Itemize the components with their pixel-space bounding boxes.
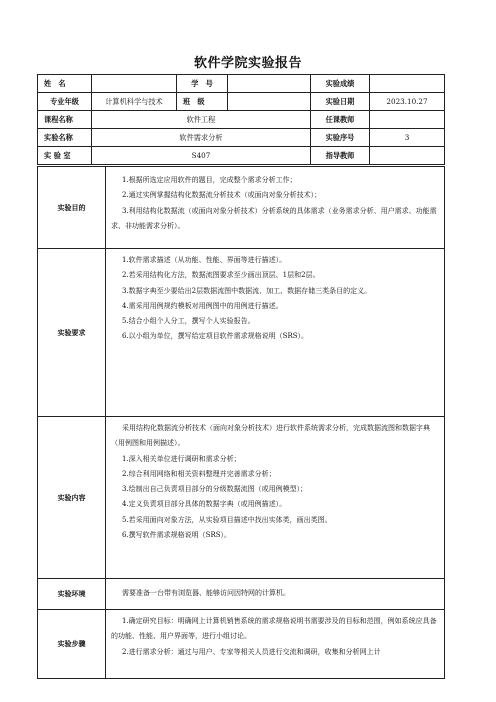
header-info-table [37,74,445,165]
content-row [38,417,445,579]
steps-row [38,610,445,679]
teacher-value[interactable] [370,111,445,129]
student-number-value[interactable] [228,75,311,93]
content-item: 2.综合利用网络和相关资料整理并完善需求分析； [122,469,276,478]
environment-row [38,579,445,610]
header-row-room [38,147,445,165]
content-item: 6.撰写软件需求规格说明（SRS）。 [122,531,232,540]
header-row-course [38,111,445,129]
content-item: 3.绘制出自己负责项目部分的分级数据流图（或用例模型）； [122,485,308,494]
requirements-label: 实验要求 [38,249,106,417]
date-value: 2023.10.27 [370,93,445,111]
guide-teacher-label: 指导教师 [311,147,370,165]
environment-label: 实验环境 [38,579,106,610]
requirements-item: 4.需采用用例规约模板对用例图中的用例进行描述。 [122,301,283,310]
page-title: 软件学院实验报告 [193,56,302,71]
purpose-item: 3.利用结构化数据流（或面向对象分析技术）分析系统的具体需求（业务需求分析、用户需求、功能需求、非功能需求分析）。 [111,206,437,230]
steps-item: 2.进行需求分析：通过与用户、专家等相关人员进行交流和调研，收集和分析网上计 [122,647,381,656]
requirements-item: 2.若采用结构化方法，数据流图要求至少画出顶层、1层和2层。 [122,271,320,280]
steps-item: 1.确定研究目标：明确网上计算机销售系统的需求规格说明书需要涉及的目标和范围，例如系统应具备的功能、性能、用户界面等，进行小组讨论。 [111,617,437,641]
guide-teacher-value[interactable] [370,147,445,165]
content-item: 1.深入相关单位进行调研和需求分析； [122,454,241,463]
class-value[interactable] [228,93,311,111]
header-row-name [38,75,445,93]
requirements-row [38,249,445,417]
lab-room-label: 实 验 室 [38,147,92,165]
score-value[interactable] [370,75,445,93]
course-label: 课程名称 [38,111,92,129]
teacher-label: 任课教师 [311,111,370,129]
requirements-item: 6.以小组为单位，撰写给定项目软件需求规格说明（SRS）。 [122,332,309,341]
experiment-name-label: 实验名称 [38,129,92,147]
purpose-item: 1.根据所选定应用软件的题目，完成整个需求分析工作； [122,176,297,184]
class-label: 班 级 [177,93,228,111]
report-body-table [37,166,445,679]
header-row-major [38,93,445,111]
requirements-content [106,249,445,417]
purpose-row [38,167,445,249]
environment-text: 需要准备一台带有浏览器、能够访问因特网的计算机。 [122,589,290,598]
requirements-item: 3.数据字典至少要给出2层数据流图中数据流、加工、数据存储三类条目的定义。 [122,286,372,295]
student-number-label: 学 号 [177,75,228,93]
requirements-item: 5.结合小组个人分工，撰写个人实验报告。 [122,317,255,326]
content-label: 实验内容 [38,417,106,579]
steps-label: 实验步骤 [38,610,106,679]
header-row-experiment [38,129,445,147]
course-value: 软件工程 [92,111,311,129]
name-label: 姓 名 [38,75,92,93]
steps-content [106,610,445,679]
date-label: 实验日期 [311,93,370,111]
major-label: 专业年级 [38,93,92,111]
name-value[interactable] [92,75,177,93]
purpose-item: 2.通过实例掌握结构化数据流分析技术（或面向对象分析技术）； [122,191,322,200]
lab-room-value: S407 [92,147,311,165]
purpose-label: 实验目的 [38,167,106,249]
content-content [106,417,445,579]
purpose-content [106,167,445,249]
major-value: 计算机科学与技术 [92,93,177,111]
experiment-number-label: 实验序号 [311,129,370,147]
experiment-name-value: 软件需求分析 [92,129,311,147]
score-label: 实验成绩 [311,75,370,93]
content-item: 5.若采用面向对象方法，从实验项目描述中找出实体类，画出类图。 [122,515,332,524]
content-intro: 采用结构化数据流分析技术（面向对象分析技术）进行软件系统需求分析，完成数据流图和数据字典（用例图和用例描述）。 [111,424,430,448]
requirements-item: 1.软件需求描述（从功能、性能、界面等进行描述）。 [122,256,287,264]
content-item: 4.定义负责项目部分具体的数据字典（或用例描述）。 [122,500,287,509]
environment-content [106,579,445,610]
experiment-number-value: 3 [370,129,445,147]
